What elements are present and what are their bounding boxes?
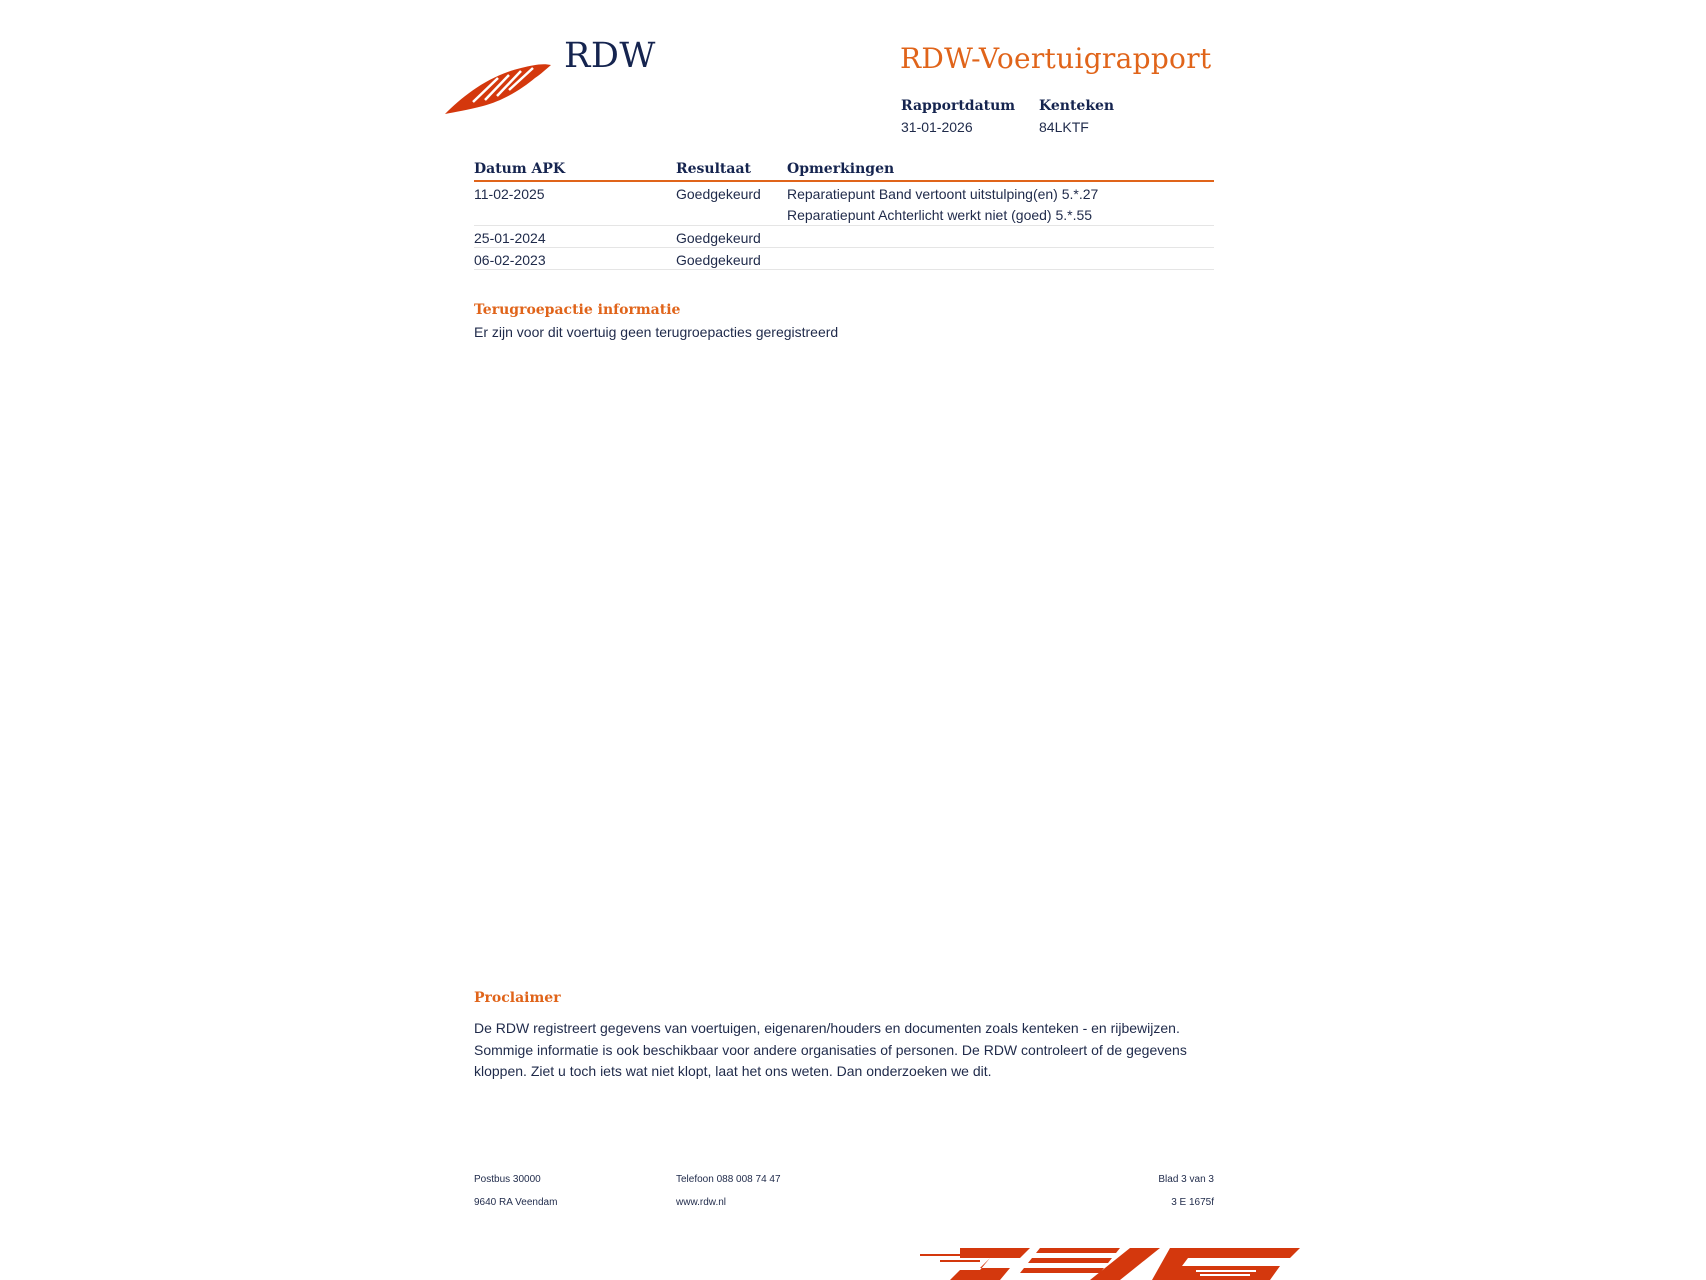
apk-table: [474, 158, 1214, 270]
note-line: Reparatiepunt Achterlicht werkt niet (goed) 5.*.55: [787, 207, 1093, 223]
footer-postbus: Postbus 30000: [474, 1174, 541, 1185]
recall-title: Terugroepactie informatie: [474, 302, 681, 318]
header-notes: Opmerkingen: [787, 161, 895, 177]
recall-text: Er zijn voor dit voertuig geen terugroepacties geregistreerd: [474, 324, 839, 340]
footer-page-number: Blad 3 van 3: [1158, 1174, 1214, 1185]
table-row: [474, 182, 1214, 226]
row-notes: [787, 184, 1098, 226]
row-date: 11-02-2025: [474, 186, 545, 202]
proclaimer-text: De RDW registreert gegevens van voertuigen, eigenaren/houders en documenten zoals kenteken - en rijbewijzen. Sommige informatie is ook beschikbaar voor andere organisaties of personen. De RDW controleert of de gegevens kloppen. Ziet u toch iets wat niet klopt, laat het ons weten. Dan onderzoeken we dit.: [474, 1020, 1187, 1079]
table-header: [474, 158, 1214, 182]
report-title: RDW-Voertuigrapport: [900, 42, 1212, 75]
plate-label: Kenteken: [1039, 98, 1115, 114]
footer-document-code: 3 E 1675f: [1171, 1197, 1214, 1208]
table-row: [474, 248, 1214, 270]
rdw-stripes-graphic-icon: [920, 1244, 1306, 1280]
row-result: Goedgekeurd: [676, 186, 761, 202]
header-date: Datum APK: [474, 161, 566, 177]
note-line: Reparatiepunt Band vertoont uitstulping(en) 5.*.27: [787, 186, 1099, 202]
footer-phone: Telefoon 088 008 74 47: [676, 1174, 781, 1185]
footer-website: www.rdw.nl: [676, 1197, 727, 1208]
header-result: Resultaat: [676, 161, 751, 177]
row-date: 06-02-2023: [474, 252, 546, 268]
report-date-label: Rapportdatum: [901, 98, 1016, 114]
table-row: [474, 226, 1214, 248]
row-date: 25-01-2024: [474, 230, 546, 246]
footer-city: 9640 RA Veendam: [474, 1197, 558, 1208]
proclaimer-title: Proclaimer: [474, 990, 561, 1006]
rdw-logo-icon: [443, 56, 553, 116]
logo-text: RDW: [564, 36, 656, 76]
plate-value: 84LKTF: [1039, 119, 1089, 135]
row-result: Goedgekeurd: [676, 230, 761, 246]
report-date-value: 31-01-2026: [901, 119, 973, 135]
row-result: Goedgekeurd: [676, 252, 761, 268]
